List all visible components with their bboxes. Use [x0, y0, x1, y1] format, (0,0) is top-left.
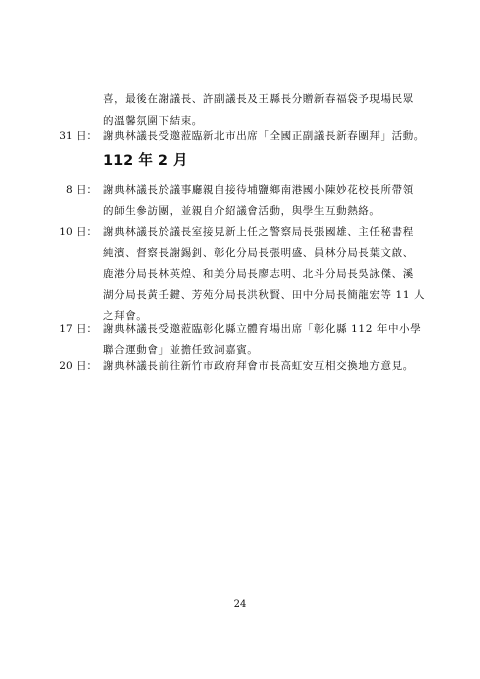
entry-8-line-1: 謝典林議長於議事廳親自接待埔鹽鄉南港國小陳妙花校長所帶領 [103, 184, 414, 196]
entry-day-20: 20 日： [59, 360, 97, 372]
entry-8-line-2: 的師生參訪團，並親自介紹議會活動，與學生互動熱絡。 [103, 205, 381, 217]
page-number: 24 [233, 599, 247, 610]
entry-17-line-2: 聯合運動會」並擔任致詞嘉賓。 [103, 344, 259, 356]
entry-10-line-1: 謝典林議長於議長室接見新上任之警察局長張國雄、主任秘書程 [103, 226, 414, 238]
month-heading: 112 年 2 月 [103, 153, 188, 169]
entry-31-line-1: 謝典林議長受邀蒞臨新北市出席「全國正副議長新春團拜」活動。 [103, 130, 425, 142]
entry-10-line-4: 湖分局長黃壬鍵、芳苑分局長洪秋賢、田中分局長簡龍宏等 11 人 [103, 289, 426, 301]
entry-20-line-1: 謝典林議長前往新竹市政府拜會市長高虹安互相交換地方意見。 [103, 360, 414, 372]
entry-10-line-5: 之拜會。 [103, 310, 148, 322]
entry-day-31: 31 日： [59, 130, 97, 142]
entry-10-line-2: 純濱、督察長謝錫釗、彰化分局長張明盛、員林分局長葉文啟、 [103, 247, 414, 259]
entry-day-17: 17 日： [59, 323, 97, 335]
entry-10-line-3: 鹿港分局長林英煌、和美分局長廖志明、北斗分局長吳詠傑、溪 [103, 268, 414, 280]
continuation-line-2: 的溫馨氛圍下結束。 [103, 115, 203, 127]
entry-day-10: 10 日： [59, 226, 97, 238]
entry-17-line-1: 謝典林議長受邀蒞臨彰化縣立體育場出席「彰化縣 112 年中小學 [103, 323, 422, 335]
continuation-line-1: 喜，最後在謝議長、許副議長及王縣長分贈新春福袋予現場民眾 [103, 93, 414, 105]
entry-day-8: 8 日： [65, 184, 97, 196]
